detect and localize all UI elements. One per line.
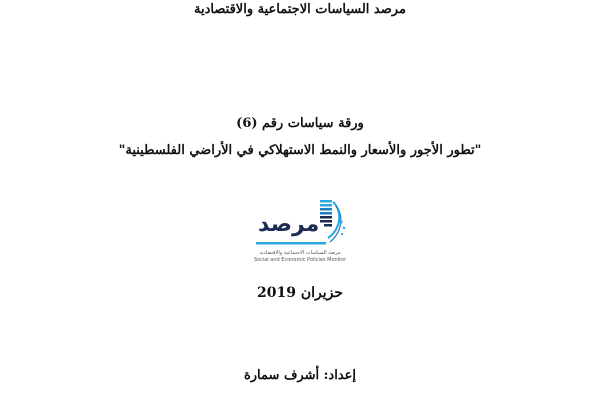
logo-wordmark: مرصد (258, 212, 320, 237)
logo-subtitle-arabic: مرصد السياسات الاجتماعية والاقتصادية (259, 250, 341, 256)
marsad-logo (250, 198, 350, 274)
organization-header: مرصد السياسات الاجتماعية والاقتصادية (194, 2, 406, 17)
logo-subtitle-english: Social and Economic Policies Monitor (253, 257, 347, 263)
policy-paper-number: ورقة سياسات رقم (6) (236, 116, 364, 131)
author-credit: إعداد: أشرف سمارة (243, 368, 357, 383)
publication-date: حزيران 2019 (256, 285, 343, 301)
policy-paper-title: "تطور الأجور والأسعار والنمط الاستهلاكي في الأراضي الفلسطينية" (118, 143, 482, 158)
